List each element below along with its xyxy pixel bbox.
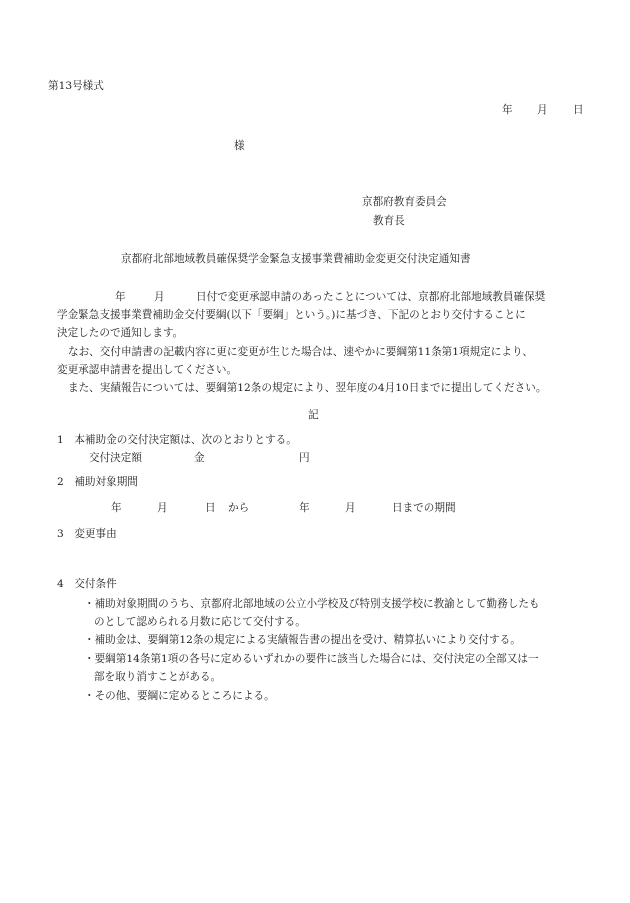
item2-label: 2 補助対象期間 <box>57 476 138 488</box>
condition-item-cont: 部を取り消すことがある。 <box>94 671 222 683</box>
body-para2-line2: 変更承認申請書を提出してください。 <box>57 364 238 376</box>
condition-item-cont: のとして認められる月数に応じて交付する。 <box>94 616 306 628</box>
body-year: 年 <box>115 291 126 303</box>
item2-month1: 月 <box>157 502 168 514</box>
item2-day1: 日 <box>205 502 216 514</box>
item1-yen: 円 <box>299 452 310 464</box>
date-year: 年 <box>502 104 513 116</box>
item2-year1: 年 <box>111 502 122 514</box>
addressee-suffix: 様 <box>234 140 245 152</box>
condition-item: ・その他、要綱に定めるところによる。 <box>84 690 275 702</box>
item1-amount-label: 交付決定額 <box>89 452 142 464</box>
date-day: 日 <box>573 104 584 116</box>
issuer-org: 京都府教育委員会 <box>362 196 447 208</box>
body-para2-line1: なお、交付申請書の記載内容に更に変更が生じた場合は、速やかに要綱第11条第1項規定により、 <box>68 346 534 358</box>
item2-from: から <box>228 502 250 514</box>
body-line1: 日付で変更承認申請のあったことについては、京都府北部地域教員確保奨 <box>196 291 546 303</box>
item4-label: 4 交付条件 <box>57 578 117 590</box>
item2-month2: 月 <box>345 502 356 514</box>
condition-item: ・補助対象期間のうち、京都府北部地域の公立小学校及び特別支援学校に教諭として勤務したも <box>84 598 540 610</box>
ki-heading: 記 <box>308 409 319 421</box>
item2-until: 日までの期間 <box>392 502 456 514</box>
item3-label: 3 変更事由 <box>57 528 117 540</box>
body-para3-line1: また、実績報告については、要綱第12条の規定により、翌年度の4月10日までに提出してください。 <box>68 382 547 394</box>
item2-year2: 年 <box>299 502 310 514</box>
body-month: 月 <box>154 291 165 303</box>
item1-kin: 金 <box>194 452 205 464</box>
body-line2: 学金緊急支援事業費補助金交付要綱(以下「要綱」という。)に基づき、下記のとおり交付することに <box>57 309 526 321</box>
document-title: 京都府北部地域教員確保奨学金緊急支援事業費補助金変更交付決定通知書 <box>121 253 471 265</box>
body-line3: 決定したので通知します。 <box>57 327 184 339</box>
form-number: 第13号様式 <box>48 80 104 92</box>
condition-item: ・補助金は、要綱第12条の規定による実績報告書の提出を受け、精算払いにより交付する。 <box>84 634 521 646</box>
item1-label: 1 本補助金の交付決定額は、次のとおりとする。 <box>57 434 297 446</box>
issuer-title: 教育長 <box>373 215 405 227</box>
date-month: 月 <box>537 104 548 116</box>
condition-item: ・要綱第14条第1項の各号に定めるいずれかの要件に該当した場合には、交付決定の全部又は一 <box>84 653 539 665</box>
